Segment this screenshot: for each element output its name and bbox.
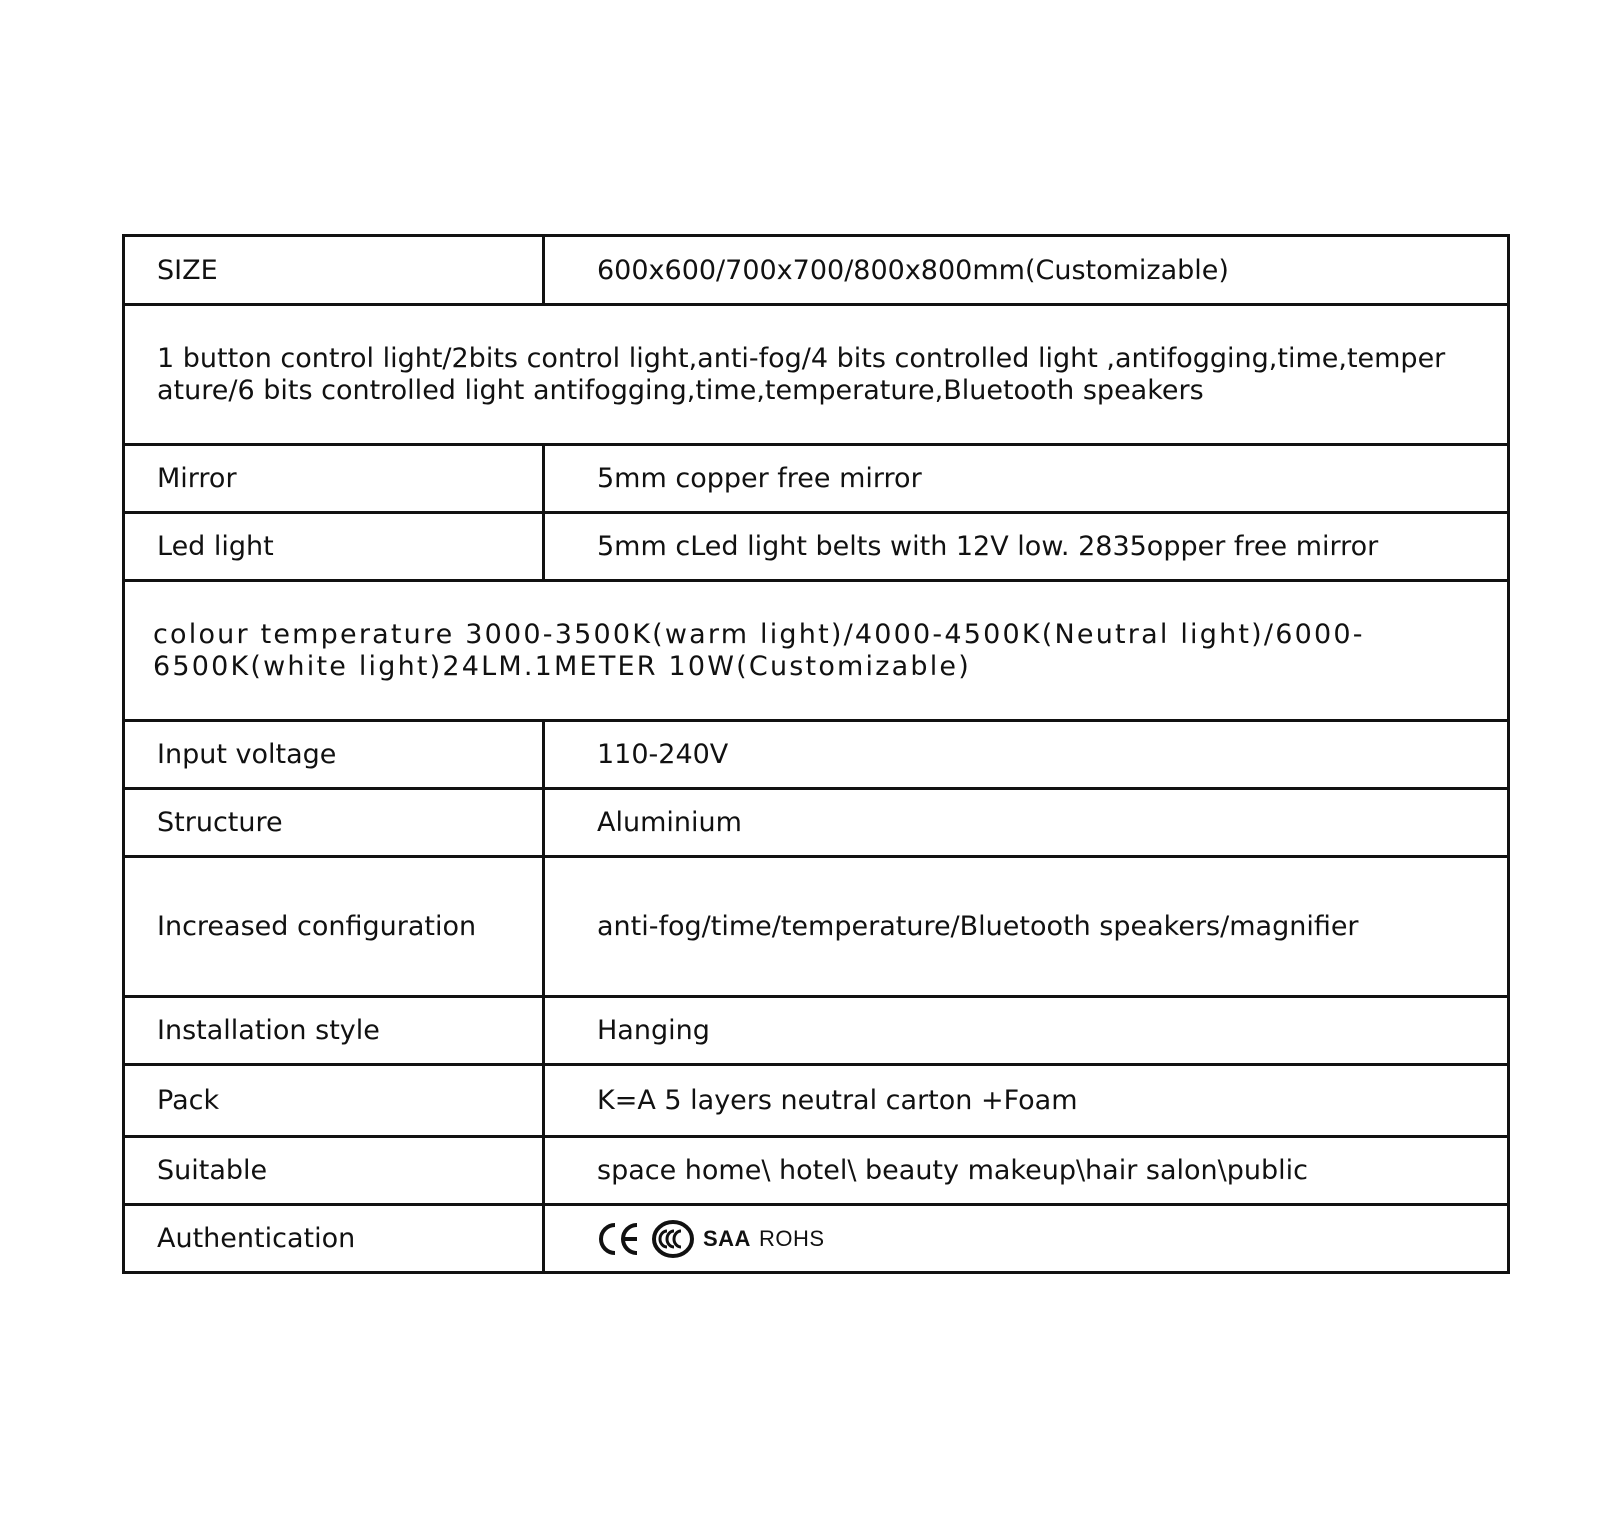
table-row-increased-configuration: [125, 855, 1507, 995]
row-label: Mirror: [125, 446, 545, 511]
table-row-installation-style: [125, 995, 1507, 1063]
table-row-colour-temperature: [125, 579, 1507, 719]
row-label: Pack: [125, 1066, 545, 1135]
table-row-suitable: [125, 1135, 1507, 1203]
row-value: K=A 5 layers neutral carton +Foam: [597, 1085, 1078, 1116]
row-label: Increased configuration: [125, 858, 545, 995]
row-label: Installation style: [125, 998, 545, 1063]
row-value: Hanging: [597, 1015, 710, 1046]
table-row-led-light: [125, 511, 1507, 579]
row-value: anti-fog/time/temperature/Bluetooth speakers/magnifier: [597, 911, 1359, 942]
table-row-mirror: [125, 443, 1507, 511]
row-value: space home\ hotel\ beauty makeup\hair salon\public: [597, 1155, 1308, 1186]
row-label: SIZE: [125, 237, 545, 303]
table-row-structure: [125, 787, 1507, 855]
saa-mark-label: SAA: [703, 1225, 751, 1251]
row-value: 600x600/700x700/800x800mm(Customizable): [597, 254, 1229, 286]
row-full-text: colour temperature 3000-3500K(warm light)/4000-4500K(Neutral light)/6000- 6500K(white light)24LM.1METER 10W(Customizable): [153, 618, 1365, 682]
row-value: [545, 1206, 1507, 1271]
table-row-input-voltage: [125, 719, 1507, 787]
row-label: Authentication: [125, 1206, 545, 1271]
row-value: Aluminium: [597, 807, 742, 838]
row-label: Suitable: [125, 1138, 545, 1203]
spec-table: [122, 234, 1510, 1274]
rohs-mark-label: ROHS: [758, 1225, 825, 1251]
row-label: Input voltage: [125, 722, 545, 787]
certification-marks: [597, 1219, 825, 1259]
ce-mark-icon: [597, 1222, 643, 1256]
row-label: Structure: [125, 790, 545, 855]
table-row-authentication: [125, 1203, 1507, 1271]
table-row-pack: [125, 1063, 1507, 1135]
table-row-control: [125, 303, 1507, 443]
row-value: 5mm cLed light belts with 12V low. 2835opper free mirror: [597, 531, 1379, 562]
row-value: 5mm copper free mirror: [597, 463, 922, 494]
ccc-mark-icon: [651, 1219, 695, 1259]
row-label: Led light: [125, 514, 545, 579]
table-row-size: [125, 237, 1507, 303]
row-value: 110-240V: [597, 739, 729, 770]
row-full-text: 1 button control light/2bits control light,anti-fog/4 bits controlled light ,antifogging,time,temper ature/6 bits controlled light antifogging,time,temperature,Bluetooth speakers: [157, 342, 1446, 406]
